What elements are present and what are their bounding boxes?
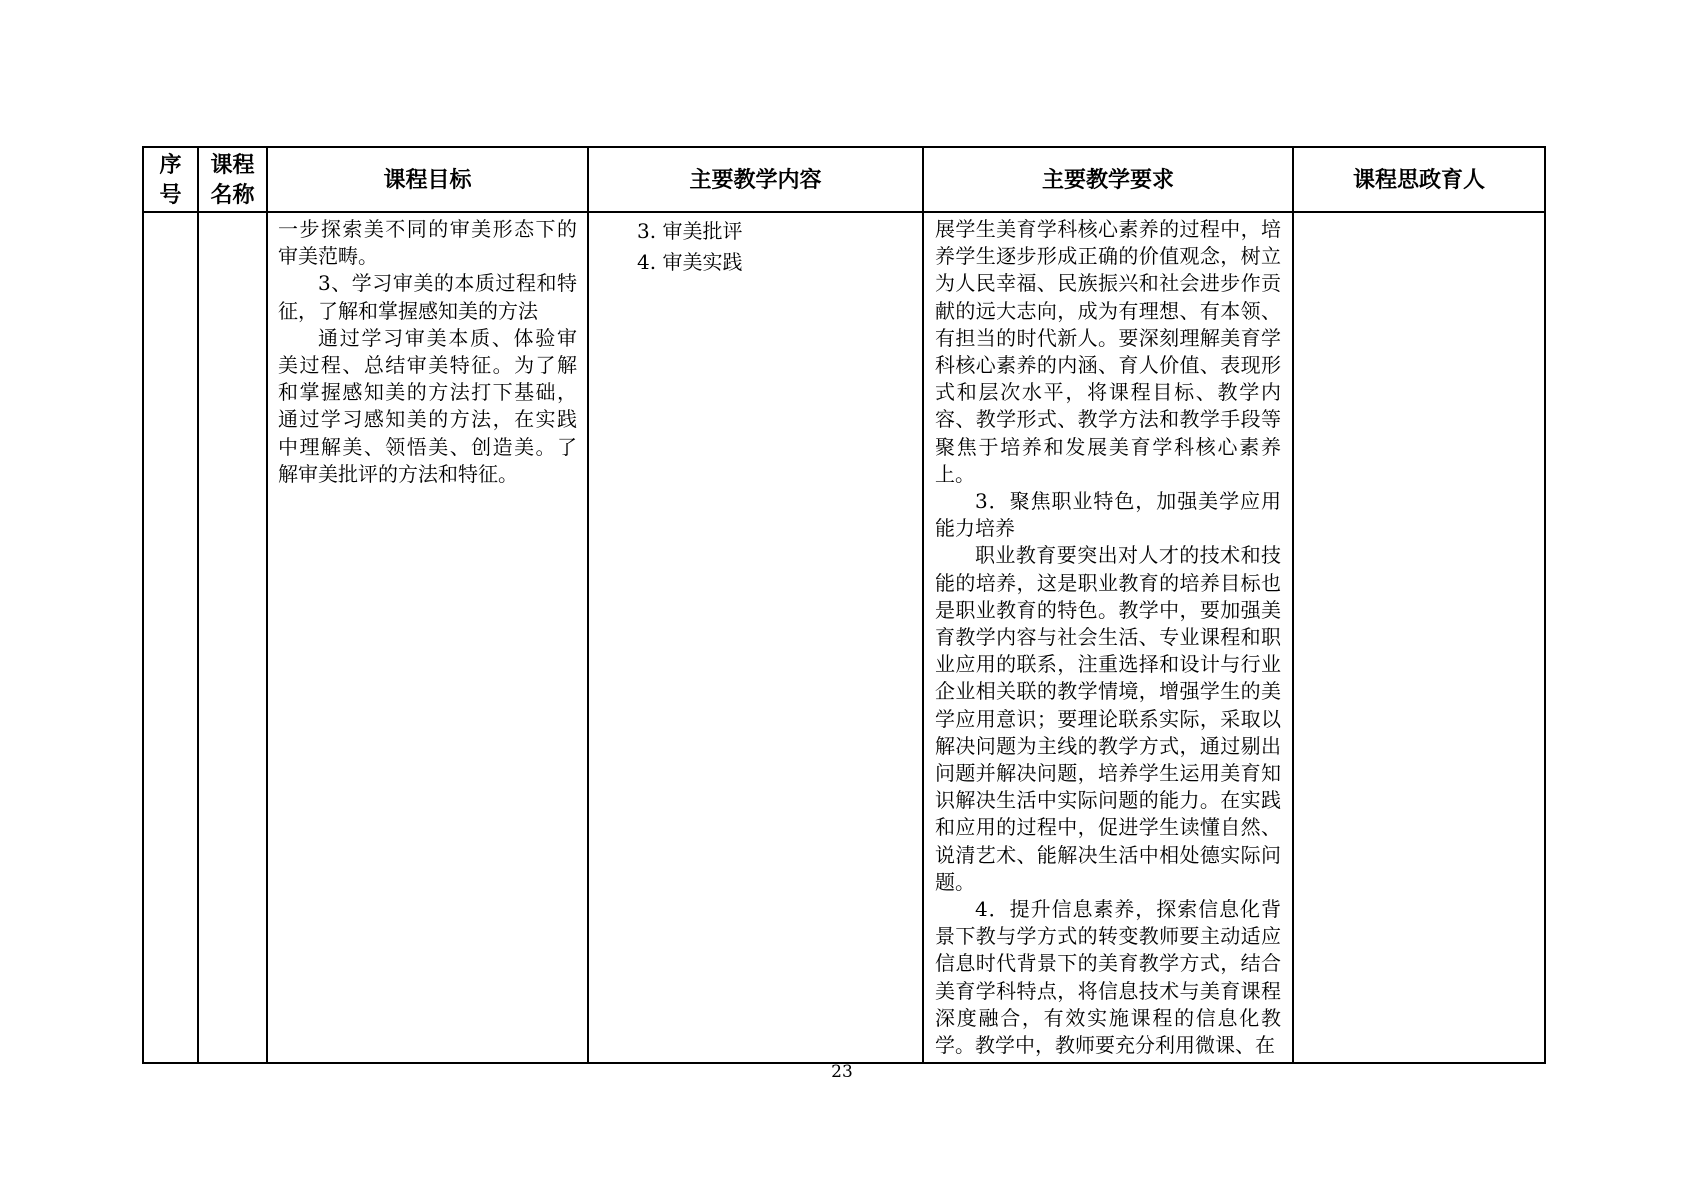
requirements-paragraph: 职业教育要突出对人才的技术和技能的培养，这是职业教育的培养目标也是职业教育的特色。教学中，要加强美育教学内容与社会生活、专业课程和职业应用的联系，注重选择和设计与行业企业相关联的教学情境，增强学生的美学应用意识；要理论联系实际，采取以解决问题为主线的教学方式，通过剔出问题并解决问题，培养学生运用美育知识解决生活中实际问题的能力。在实践和应用的过程中，促进学生读懂自然、说清艺术、能解决生活中相处德实际问题。 bbox=[935, 543, 1281, 894]
requirements-paragraph: 展学生美育学科核心素养的过程中，培养学生逐步形成正确的价值观念，树立为人民幸福、民族振兴和社会进步作贡献的远大志向，成为有理想、有本领、有担当的时代新人。要深刻理解美育学科核心素养的内涵、育人价值、表现形式和层次水平，将课程目标、教学内容、教学形式、教学方法和教学手段等聚焦于培养和发展美育学科核心素养上。 bbox=[935, 217, 1281, 486]
header-main-teaching-requirements: 主要教学要求 bbox=[923, 147, 1293, 212]
requirements-paragraph: 3．聚焦职业特色，加强美学应用能力培养 bbox=[935, 489, 1281, 541]
header-main-teaching-content: 主要教学内容 bbox=[588, 147, 923, 212]
header-serial-number: 序号 bbox=[143, 147, 198, 212]
cell-course-name bbox=[198, 212, 267, 1063]
header-course-objectives: 课程目标 bbox=[267, 147, 588, 212]
requirements-paragraph: 4．提升信息素养，探索信息化背景下教与学方式的转变教师要主动适应信息时代背景下的美育教学方式，结合美育学科特点，将信息技术与美育课程深度融合，有效实施课程的信息化教学。教学中，教师要充分利用微课、在 bbox=[935, 897, 1281, 1058]
objectives-paragraph: 一步探索美不同的审美形态下的审美范畴。 bbox=[278, 217, 577, 269]
header-course-name: 课程名称 bbox=[198, 147, 267, 212]
cell-main-teaching-requirements bbox=[923, 212, 1293, 1063]
cell-course-ideological-education bbox=[1293, 212, 1545, 1063]
table-header-row bbox=[143, 147, 1545, 212]
cell-serial-number bbox=[143, 212, 198, 1063]
objectives-paragraph: 3、学习审美的本质过程和特征，了解和掌握感知美的方法 bbox=[278, 271, 577, 323]
table-body-row bbox=[143, 212, 1545, 1063]
header-course-ideological-education: 课程思政育人 bbox=[1293, 147, 1545, 212]
page-number: 23 bbox=[831, 1062, 853, 1082]
cell-course-objectives bbox=[267, 212, 588, 1063]
objectives-paragraph: 通过学习审美本质、体验审美过程、总结审美特征。为了解和掌握感知美的方法打下基础，通过学习感知美的方法，在实践中理解美、领悟美、创造美。了解审美批评的方法和特征。 bbox=[278, 325, 577, 486]
teaching-content-item: 3. 审美批评 bbox=[637, 219, 743, 243]
cell-main-teaching-content bbox=[588, 212, 923, 1063]
teaching-content-item: 4. 审美实践 bbox=[637, 250, 743, 274]
curriculum-table bbox=[142, 146, 1546, 1064]
